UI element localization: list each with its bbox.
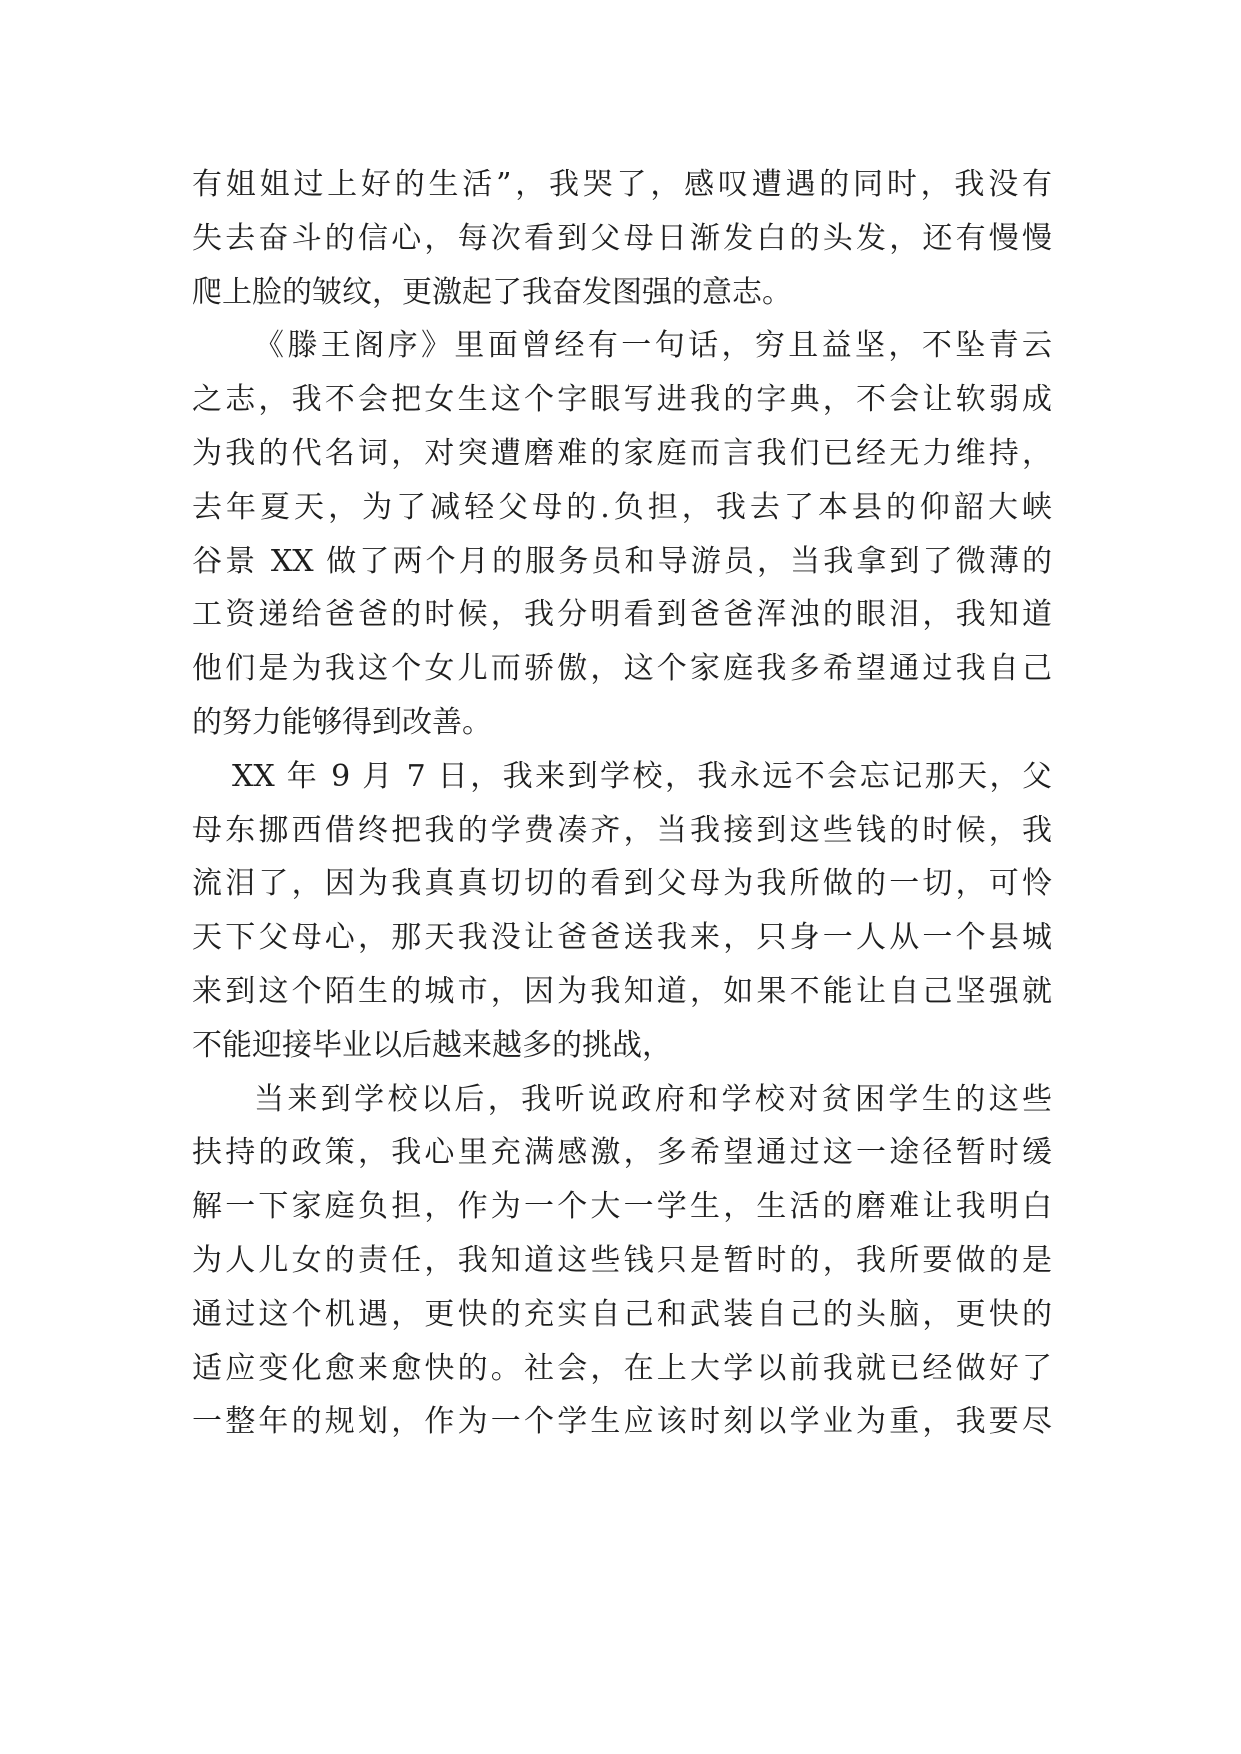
text-line: 流泪了，因为我真真切切的看到父母为我所做的一切，可怜: [192, 866, 1052, 902]
text-line: 母东挪西借终把我的学费凑齐，当我接到这些钱的时候，我: [192, 812, 1052, 848]
text-line: 去年夏天，为了减轻父母的.负担，我去了本县的仰韶大峡: [192, 489, 1052, 525]
text-line: 他们是为我这个女儿而骄傲，这个家庭我多希望通过我自己: [192, 651, 1052, 687]
body-text: [192, 158, 1052, 1449]
text-line: 有姐姐过上好的生活”，我哭了，感叹遭遇的同时，我没有: [192, 167, 1052, 202]
text-line: 通过这个机遇，更快的充实自己和武装自己的头脑，更快的: [192, 1296, 1052, 1332]
text-line: 扶持的政策，我心里充满感激，多希望通过这一途径暂时缓: [192, 1135, 1052, 1171]
text-line: 工资递给爸爸的时候，我分明看到爸爸浑浊的眼泪，我知道: [192, 597, 1052, 633]
text-line: 天下父母心，那天我没让爸爸送我来，只身一人从一个县城: [192, 920, 1052, 956]
text-line: 为人儿女的责任，我知道这些钱只是暂时的，我所要做的是: [192, 1242, 1052, 1278]
paragraph-first-line: XX 年 9 月 7 日，我来到学校，我永远不会忘记那天，父: [232, 758, 1052, 794]
text-line: 之志，我不会把女生这个字眼写进我的字典，不会让软弱成: [192, 382, 1052, 418]
text-line: 的努力能够得到改善。: [192, 704, 492, 740]
paragraph-first-line: 《滕王阁序》里面曾经有一句话，穷且益坚，不坠青云: [254, 328, 1052, 364]
text-line: 一整年的规划，作为一个学生应该时刻以学业为重，我要尽: [192, 1404, 1052, 1440]
text-line: 解一下家庭负担，作为一个大一学生，生活的磨难让我明白: [192, 1189, 1052, 1225]
text-line: 来到这个陌生的城市，因为我知道，如果不能让自己坚强就: [192, 973, 1052, 1009]
text-line: 失去奋斗的信心，每次看到父母日渐发白的头发，还有慢慢: [192, 220, 1052, 256]
text-line: 为我的代名词，对突遭磨难的家庭而言我们已经无力维持，: [192, 435, 1052, 471]
text-line: 不能迎接毕业以后越来越多的挑战，: [192, 1027, 672, 1063]
paragraph-first-line: 当来到学校以后，我听说政府和学校对贫困学生的这些: [254, 1081, 1052, 1117]
text-line: 爬上脸的皱纹，更激起了我奋发图强的意志。: [192, 274, 792, 310]
text-line: 适应变化愈来愈快的。社会，在上大学以前我就已经做好了: [192, 1350, 1052, 1386]
text-line: 谷景 XX 做了两个月的服务员和导游员，当我拿到了微薄的: [192, 543, 1052, 579]
